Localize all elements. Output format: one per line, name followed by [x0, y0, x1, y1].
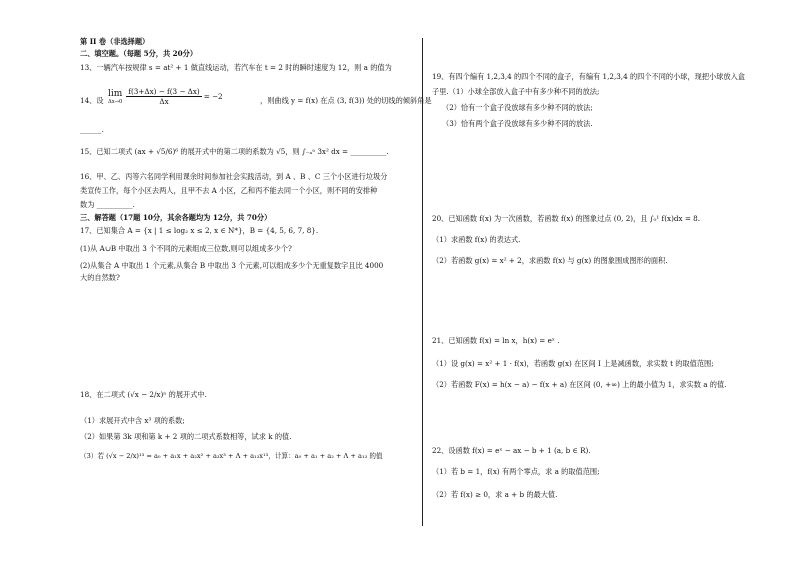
question-15: 15、已知二项式 (ax + √5/6)⁶ 的展开式中的第二项的系数为 √5，则 ∫₋ₐᵃ 3x² dx = __________. [80, 147, 389, 156]
question-21-part-1: （1）设 g(x) = x² + 1 · f(x)，若函数 g(x) 在区间 I 上是减函数，求实数 t 的取值范围; [432, 359, 714, 368]
question-20-part-1: （1）求函数 f(x) 的表达式. [432, 235, 521, 244]
question-20: 20、已知函数 f(x) 为一次函数，若函数 f(x) 的图象过点 (0, 2)，且 ∫₀¹ f(x)dx = 8. [432, 214, 700, 223]
question-16-line-3: 数为 __________. [80, 200, 135, 209]
limit-symbol: lim [108, 88, 123, 99]
question-14-prefix: 14、设 [80, 96, 104, 105]
question-17-part-2-line-1: (2)从集合 A 中取出 1 个元素,从集合 B 中取出 3 个元素,可以组成多少个无重复数字且比 4000 [80, 261, 384, 270]
question-16-line-2: 类宣传工作，每个小区去两人，且甲不去 A 小区，乙和丙不能去同一个小区，则不同的安排种 [80, 186, 378, 195]
question-18-part-3: （3）若 (√x − 2/x)¹³ = a₀ + a₁x + a₂x² + a₃x³ + Λ + a₁₃x¹³，计算：a₀ + a₁ + a₂ + Λ + a₁₃ 的值 [80, 452, 383, 460]
limit-operator [108, 89, 122, 105]
limit-subscript: Δx→0 [108, 98, 123, 105]
question-17-part-2-line-2: 大的自然数? [80, 273, 120, 282]
question-17: 17、已知集合 A = {x | 1 ≤ log₂ x ≤ 2, x ∈ N*}，B = {4, 5, 6, 7, 8}. [80, 226, 319, 235]
question-16-line-1: 16、甲、乙、丙等六名同学利用课余时间参加社会实践活动，到 A 、B 、C 三个小区进行垃圾分 [80, 172, 388, 181]
question-22-part-2: （2）若 f(x) ≥ 0，求 a + b 的最大值. [432, 490, 558, 499]
section-answer-title: 三、解答题（17题 10分，其余各题均为 12分，共 70分） [80, 213, 272, 222]
question-21-part-2: （2）若函数 F(x) = h(x − a) − f(x + a) 在区间 (0, +∞) 上的最小值为 1，求实数 a 的值. [432, 380, 727, 389]
fraction-denominator: Δx [159, 97, 169, 106]
column-divider [422, 38, 423, 526]
question-19-line-2: 子里.（1）小球全部放入盒子中有多少种不同的放法; [432, 87, 600, 96]
question-14-rest: ，则曲线 y = f(x) 在点 (3, f(3)) 处的切线的倾斜角是 [260, 96, 432, 105]
question-18-part-1: （1）求展开式中含 x³ 项的系数; [80, 416, 185, 425]
fraction-numerator: f(3+Δx) − f(3 − Δx) [128, 87, 200, 96]
question-21: 21、已知函数 f(x) = ln x，h(x) = eˣ . [432, 336, 560, 345]
question-20-part-2: （2）若函数 g(x) = x² + 2，求函数 f(x) 与 g(x) 的图象围成图形的面积. [432, 256, 668, 265]
question-18-part-2: （2）如果第 3k 项和第 k + 2 项的二项式系数相等，试求 k 的值. [80, 432, 292, 441]
limit-fraction [126, 87, 201, 106]
question-19-part-2: （2）恰有一个盒子没放球有多少种不同的放法; [442, 103, 593, 112]
question-18: 18、在二项式 (√x − 2/x)ⁿ 的展开式中. [80, 390, 207, 399]
question-17-part-1: (1)从 A∪B 中取出 3 个不同的元素组成三位数,则可以组成多少个? [80, 244, 292, 253]
question-19-line-1: 19、有四个编有 1,2,3,4 的四个不同的盒子，有编有 1,2,3,4 的四个不同的小球，现把小球放入盒 [432, 72, 745, 81]
question-14-blank: ______. [80, 125, 104, 134]
limit-equals: = −2 [203, 92, 223, 101]
question-13: 13、一辆汽车按规律 s = at² + 1 做直线运动，若汽车在 t = 2 时的瞬时速度为 12，则 a 的值为 [80, 63, 392, 72]
part-title: 第 II 卷（非选择题） [80, 37, 150, 46]
section-fill-in-title: 二、填空题。（每题 5分，共 20分） [80, 49, 198, 58]
question-14-limit-expression [108, 87, 223, 106]
question-19-part-3: （3）恰有两个盒子没放球有多少种不同的放法. [442, 119, 593, 128]
question-22: 22、设函数 f(x) = eˣ − ax − b + 1 (a, b ∈ R). [432, 446, 591, 455]
question-22-part-1: （1）若 b = 1，f(x) 有两个零点，求 a 的取值范围; [432, 467, 600, 476]
